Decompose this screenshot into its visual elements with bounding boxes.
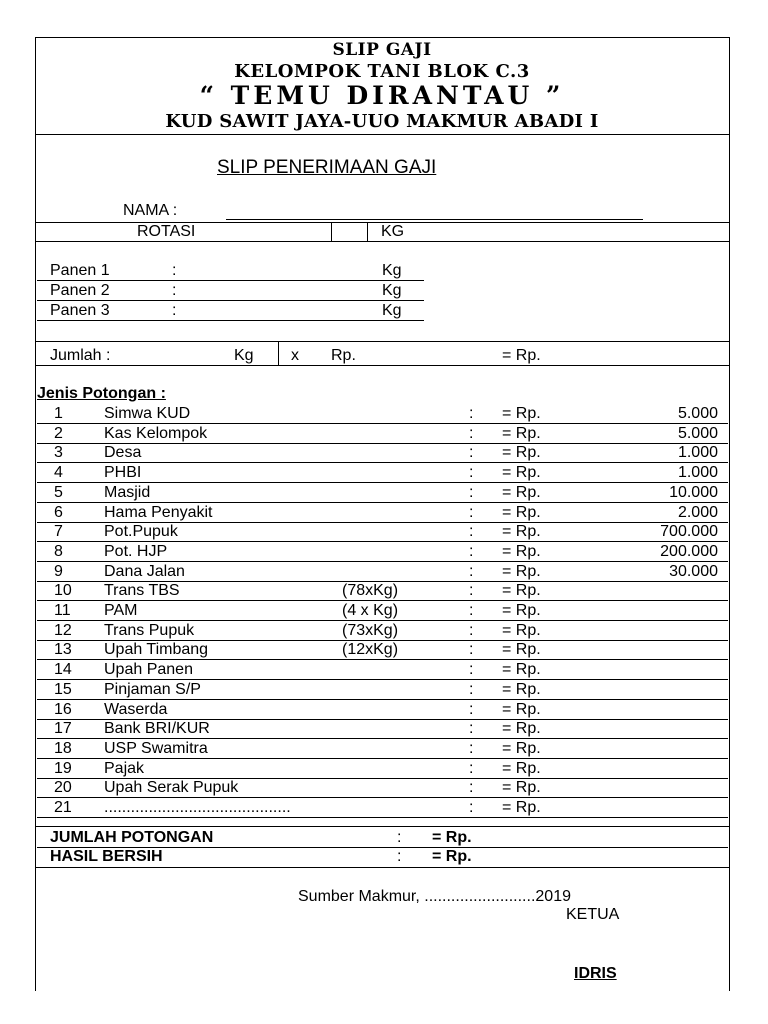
rotasi-divider-2 bbox=[367, 222, 368, 241]
item-rp: = Rp. bbox=[502, 424, 541, 442]
jumlah-divider bbox=[278, 341, 279, 365]
totals-top-border bbox=[35, 826, 729, 827]
signature-name: IDRIS bbox=[574, 965, 617, 982]
panen-1-label: Panen 1 bbox=[50, 262, 110, 279]
item-amount: 1.000 bbox=[677, 464, 718, 482]
jumlah-top-border bbox=[35, 341, 729, 342]
potongan-row bbox=[37, 463, 728, 483]
item-colon: : bbox=[469, 582, 474, 600]
item-number: 8 bbox=[54, 542, 63, 560]
panen-3-unit: Kg bbox=[382, 302, 402, 319]
item-rp: = Rp. bbox=[502, 464, 541, 482]
item-colon: : bbox=[469, 621, 474, 639]
item-name: Desa bbox=[104, 444, 142, 462]
potongan-row bbox=[37, 562, 728, 582]
item-colon: : bbox=[469, 562, 474, 580]
item-name: Simwa KUD bbox=[104, 405, 191, 422]
item-rp: = Rp. bbox=[502, 779, 541, 797]
item-number: 18 bbox=[54, 739, 72, 757]
item-name: Bank BRI/KUR bbox=[104, 720, 210, 738]
jumlah-eq: = Rp. bbox=[502, 347, 541, 364]
item-name: Upah Panen bbox=[104, 661, 193, 679]
potongan-row bbox=[37, 404, 728, 424]
item-number: 16 bbox=[54, 700, 72, 718]
item-number: 7 bbox=[54, 523, 63, 541]
item-colon: : bbox=[469, 779, 474, 797]
panen-2-colon: : bbox=[172, 282, 177, 299]
potongan-row bbox=[37, 739, 728, 759]
item-number: 20 bbox=[54, 779, 72, 797]
item-amount: 200.000 bbox=[660, 542, 718, 560]
item-name: Pinjaman S/P bbox=[104, 680, 201, 698]
item-colon: : bbox=[469, 799, 474, 816]
item-colon: : bbox=[469, 444, 474, 462]
item-rp: = Rp. bbox=[502, 641, 541, 659]
item-colon: : bbox=[469, 602, 474, 619]
potongan-row bbox=[37, 680, 728, 700]
item-name: Trans TBS bbox=[104, 582, 180, 600]
panen-2-unit: Kg bbox=[382, 282, 402, 299]
panen-3-colon: : bbox=[172, 302, 177, 319]
item-name: Kas Kelompok bbox=[104, 424, 208, 442]
item-number: 10 bbox=[54, 582, 72, 600]
item-colon: : bbox=[469, 523, 474, 541]
item-number: 6 bbox=[54, 503, 63, 521]
item-number: 14 bbox=[54, 661, 72, 679]
item-note: (73xKg) bbox=[342, 621, 399, 639]
item-note: (4 x Kg) bbox=[342, 602, 399, 619]
item-amount: 1.000 bbox=[677, 444, 718, 462]
rotasi-bottom-border bbox=[35, 241, 729, 242]
jumlah-potongan-rp: = Rp. bbox=[432, 829, 472, 846]
item-number: 15 bbox=[54, 680, 72, 698]
item-name: Hama Penyakit bbox=[104, 503, 213, 521]
item-colon: : bbox=[469, 483, 474, 501]
jumlah-kg: Kg bbox=[234, 347, 254, 364]
item-name: Pot. HJP bbox=[104, 542, 168, 560]
item-rp: = Rp. bbox=[502, 700, 541, 718]
potongan-row bbox=[37, 483, 728, 503]
potongan-row bbox=[37, 581, 728, 601]
panen-2-underline bbox=[37, 300, 424, 301]
item-number: 2 bbox=[54, 424, 63, 442]
item-number: 5 bbox=[54, 483, 63, 501]
potongan-row bbox=[37, 601, 728, 621]
item-name: Upah Serak Pupuk bbox=[104, 779, 239, 797]
potongan-row bbox=[37, 443, 728, 463]
item-colon: : bbox=[469, 720, 474, 738]
item-amount: 30.000 bbox=[669, 562, 718, 580]
item-colon: : bbox=[469, 759, 474, 777]
potongan-row bbox=[37, 660, 728, 680]
item-rp: = Rp. bbox=[502, 582, 541, 600]
item-rp: = Rp. bbox=[502, 661, 541, 679]
item-rp: = Rp. bbox=[502, 542, 541, 560]
item-colon: : bbox=[469, 739, 474, 757]
rotasi-label: ROTASI bbox=[137, 223, 196, 240]
potongan-row bbox=[37, 542, 728, 562]
item-number: 17 bbox=[54, 720, 72, 738]
item-number: 4 bbox=[54, 464, 63, 482]
item-rp: = Rp. bbox=[502, 523, 541, 541]
item-number: 13 bbox=[54, 641, 72, 659]
jumlah-x: x bbox=[291, 347, 299, 364]
item-name: Dana Jalan bbox=[104, 562, 185, 580]
item-colon: : bbox=[469, 542, 474, 560]
item-colon: : bbox=[469, 641, 474, 659]
potongan-title: Jenis Potongan : bbox=[37, 385, 166, 402]
item-name: USP Swamitra bbox=[104, 739, 208, 757]
item-colon: : bbox=[469, 661, 474, 679]
nama-underline bbox=[226, 219, 643, 220]
item-rp: = Rp. bbox=[502, 562, 541, 580]
item-name: Waserda bbox=[104, 700, 168, 718]
item-amount: 700.000 bbox=[660, 523, 718, 541]
item-rp: = Rp. bbox=[502, 720, 541, 738]
item-rp: = Rp. bbox=[502, 405, 541, 422]
jumlah-label: Jumlah : bbox=[50, 347, 111, 364]
item-rp: = Rp. bbox=[502, 503, 541, 521]
item-rp: = Rp. bbox=[502, 799, 541, 816]
hasil-bersih-colon: : bbox=[397, 848, 402, 865]
item-name: Pot.Pupuk bbox=[104, 523, 178, 541]
item-name: .......................................... bbox=[104, 799, 291, 816]
item-rp: = Rp. bbox=[502, 444, 541, 462]
panen-3-underline bbox=[37, 320, 424, 321]
panen-2-label: Panen 2 bbox=[50, 282, 110, 299]
item-amount: 5.000 bbox=[677, 424, 718, 442]
potongan-row bbox=[37, 424, 728, 444]
item-number: 3 bbox=[54, 444, 63, 462]
place-date: Sumber Makmur, .........................2019 bbox=[298, 888, 571, 905]
panen-3-label: Panen 3 bbox=[50, 302, 110, 319]
item-name: PAM bbox=[104, 602, 138, 619]
hasil-bersih-label: HASIL BERSIH bbox=[50, 848, 163, 865]
potongan-row bbox=[37, 719, 728, 739]
potongan-row bbox=[37, 778, 728, 798]
signature-role: KETUA bbox=[566, 906, 620, 923]
item-rp: = Rp. bbox=[502, 680, 541, 698]
potongan-row bbox=[37, 621, 728, 641]
item-number: 1 bbox=[54, 405, 63, 422]
panen-1-colon: : bbox=[172, 262, 177, 279]
item-number: 12 bbox=[54, 621, 72, 639]
header-line2: KELOMPOK TANI BLOK C.3 bbox=[234, 61, 530, 82]
item-colon: : bbox=[469, 405, 474, 422]
potongan-row bbox=[37, 640, 728, 660]
item-name: Upah Timbang bbox=[104, 641, 209, 659]
item-colon: : bbox=[469, 464, 474, 482]
potongan-row bbox=[37, 759, 728, 779]
item-colon: : bbox=[469, 680, 474, 698]
item-number: 19 bbox=[54, 759, 72, 777]
item-rp: = Rp. bbox=[502, 602, 541, 619]
panen-1-underline bbox=[37, 280, 424, 281]
item-number: 11 bbox=[54, 602, 71, 619]
item-colon: : bbox=[469, 503, 474, 521]
header-line4: KUD SAWIT JAYA-UUO MAKMUR ABADI I bbox=[165, 111, 599, 132]
item-note: (78xKg) bbox=[342, 582, 399, 600]
item-amount: 2.000 bbox=[677, 503, 718, 521]
item-colon: : bbox=[469, 700, 474, 718]
jumlah-bottom-border bbox=[35, 365, 729, 366]
rotasi-divider-1 bbox=[331, 222, 332, 241]
item-number: 9 bbox=[54, 562, 63, 580]
kg-label: KG bbox=[381, 223, 405, 240]
item-colon: : bbox=[469, 424, 474, 442]
item-number: 21 bbox=[54, 799, 72, 816]
item-note: (12xKg) bbox=[342, 641, 399, 659]
item-name: Pajak bbox=[104, 759, 145, 777]
potongan-row bbox=[37, 522, 728, 542]
totals-bottom-border bbox=[35, 867, 729, 868]
potongan-row bbox=[37, 798, 728, 818]
jumlah-rp: Rp. bbox=[331, 347, 356, 364]
item-rp: = Rp. bbox=[502, 739, 541, 757]
nama-label: NAMA : bbox=[123, 202, 178, 219]
item-amount: 5.000 bbox=[677, 405, 718, 422]
item-name: Masjid bbox=[104, 483, 151, 501]
potongan-row bbox=[37, 503, 728, 523]
slip-header bbox=[35, 37, 729, 135]
item-name: Trans Pupuk bbox=[104, 621, 195, 639]
potongan-row bbox=[37, 700, 728, 720]
item-rp: = Rp. bbox=[502, 483, 541, 501]
item-rp: = Rp. bbox=[502, 621, 541, 639]
slip-title: SLIP PENERIMAAN GAJI bbox=[217, 157, 437, 178]
item-rp: = Rp. bbox=[502, 759, 541, 777]
jumlah-potongan-label: JUMLAH POTONGAN bbox=[50, 829, 214, 846]
jumlah-potongan-colon: : bbox=[397, 829, 402, 846]
item-name: PHBI bbox=[104, 464, 142, 482]
item-amount: 10.000 bbox=[669, 483, 718, 501]
panen-1-unit: Kg bbox=[382, 262, 402, 279]
hasil-bersih-rp: = Rp. bbox=[432, 848, 472, 865]
header-line3: “ TEMU DIRANTAU ” bbox=[199, 81, 565, 110]
header-line1: SLIP GAJI bbox=[332, 40, 432, 60]
